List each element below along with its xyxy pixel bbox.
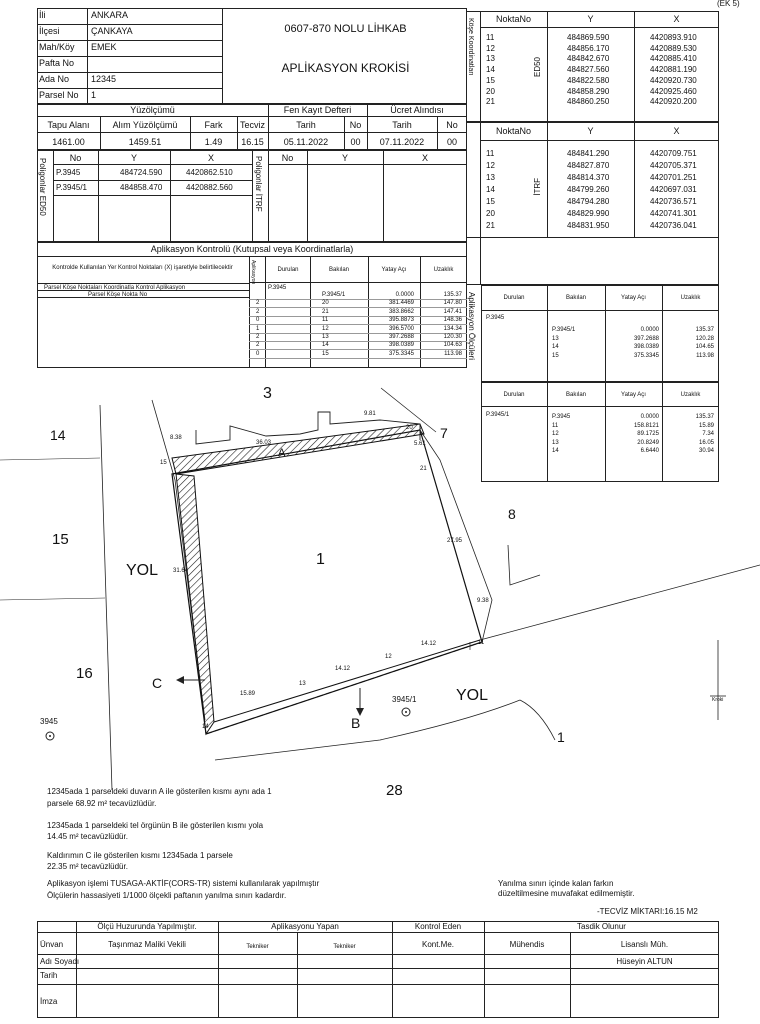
col-alim: Alım Yüzölçümü: [112, 120, 178, 130]
koord-ed50-x: 4420920.730: [650, 75, 697, 85]
col-tecviz: Tecviz: [239, 120, 265, 130]
footer-h1: Ölçü Huzurunda Yapılmıştır.: [97, 922, 197, 931]
val-ucret-no: 00: [446, 137, 457, 147]
poly-itrf-h-x: X: [421, 153, 428, 163]
kontrol-row-yatay: 396.5700: [388, 325, 414, 332]
koord-ed50-x: 4420885.410: [650, 54, 697, 64]
kontrol-row-bakilan: 15: [322, 350, 329, 357]
parcel-label-1: 14: [50, 427, 66, 443]
koord-ed50-y: 484858.290: [567, 86, 610, 96]
olcu-durulan: P.3945: [486, 315, 505, 321]
koord-ed50-y: 484822.580: [567, 75, 610, 85]
note-line-4: Kaldırımın C ile gösterilen kısmı 12345ada 1 parsele: [47, 851, 233, 860]
kontrol-h-uzaklik: Uzaklık: [433, 267, 454, 273]
kontrol-row-bakilan: 12: [322, 325, 329, 332]
koord-itrf-no: 14: [486, 185, 495, 194]
kontrol-row1: Parsel Köşe Noktaları Koordinatla Kontrol Aplikasyon: [44, 285, 186, 291]
note-line-1: parsele 68.92 m² tecavüzlüdür.: [47, 799, 157, 808]
dim-label-3: 8.38: [170, 435, 182, 441]
koord-itrf-y: 484829.990: [567, 209, 610, 218]
poly-itrf-h-no: No: [281, 153, 294, 163]
kontrol-row-uzaklik: 134.34: [443, 325, 462, 332]
right-note-1: Yanılma sınırı içinde kalan farkın: [498, 879, 614, 888]
val-ucret-tarih: 07.11.2022: [379, 137, 425, 147]
kontrol-row-yatay: 383.8662: [388, 308, 414, 315]
kontrol-row-flag: 2: [256, 342, 260, 349]
olcu-h-uzaklik: Uzaklık: [680, 295, 701, 301]
note-line-7: Ölçülerin hassasiyeti 1/1000 ölçekli paftanın yanılma sınırı kadardır.: [47, 891, 287, 900]
val-fen-no: 00: [350, 137, 361, 147]
koord-itrf-x: 4420701.251: [650, 173, 697, 182]
koord-itrf-x: 4420705.371: [650, 161, 697, 170]
kontrol-row-bakilan: P.3945/1: [322, 292, 346, 298]
dim-label-6: 14.12: [421, 641, 437, 647]
poly-row-no: P.3945: [56, 168, 81, 177]
kontrol-note: Kontrolde Kullanılan Yer Kontrol Noktaları (X) işaretlyle belirtilecektir: [52, 265, 233, 271]
val-tapu: 1461.00: [52, 137, 85, 147]
kontrol-row-bakilan: 21: [322, 308, 329, 315]
header-label-4: Ada No: [39, 74, 70, 84]
poly-itrf-label: Poligonlar İTRF: [254, 156, 263, 212]
kontrol-row-bakilan: 20: [322, 300, 329, 307]
note-line-5: 22.35 m² tecavüzlüdür.: [47, 862, 128, 871]
koord-ed50-no: 12: [486, 43, 495, 53]
koord-itrf-no: 12: [486, 161, 495, 170]
kontrol-row-flag: 0: [256, 317, 260, 324]
kontrol-row-uzaklik: 113.98: [444, 350, 462, 357]
olcu-h-bakilan: Bakılan: [565, 295, 586, 301]
dim-label-9: 31.64: [173, 568, 189, 574]
olcu-row-yatay: 0.0000: [640, 327, 659, 333]
note-line-2: 12345ada 1 parseldeki tel örgünün B ile gösterilen kısmı yola: [47, 821, 264, 830]
note-line-0: 12345ada 1 parseldeki duvarın A ile gösterilen kısmı aynı ada 1: [47, 787, 272, 796]
koord-ed50-x: 4420920.200: [650, 97, 697, 107]
header-label-2: Mah/Köy: [39, 42, 75, 52]
koord-itrf-y: 484827.870: [567, 161, 610, 170]
koord-h-no: NoktaNo: [495, 14, 531, 24]
footer-adi: Hüseyin ALTUN: [616, 957, 673, 966]
fen-label: Fen Kayıt Defteri: [283, 105, 352, 115]
koord-ed50-no: 20: [486, 86, 495, 96]
koord-itrf-y: 484831.950: [567, 221, 610, 230]
station-3945-1: 3945/1: [392, 695, 417, 704]
koord-ed50-no: 15: [486, 75, 495, 85]
koord-ed50-y: 484827.560: [567, 65, 610, 75]
olcu-row-bakilan: 15: [552, 352, 559, 359]
encroachment-A: [172, 424, 424, 474]
parcel-label-0: 3: [263, 385, 272, 402]
koord-ed50-y: 484856.170: [567, 43, 610, 53]
footer-row-tarih: Tarih: [40, 971, 58, 980]
olcu-row-bakilan: 13: [552, 439, 559, 446]
kontrol-title: Aplikasyon Kontrolü (Kutupsal veya Koordinatlarla): [150, 244, 354, 254]
poly-row-x: 4420882.560: [186, 183, 233, 192]
kontrol-row-uzaklik: 147.80: [443, 300, 462, 307]
val-fark: 1.49: [204, 137, 223, 147]
kontrol-h-durulan: Durulan: [277, 267, 299, 273]
header-label-1: İlçesi: [39, 26, 60, 36]
koord-ed50-x: 4420893.910: [650, 33, 697, 42]
header-value-2: EMEK: [91, 42, 117, 52]
dim-label-1: 9.81: [364, 411, 376, 417]
footer-unvan-3: Tekniker: [333, 944, 356, 950]
koord-ed50-y: 484869.590: [567, 33, 610, 42]
footer-row-adi: Adı Soyadı: [40, 957, 80, 966]
koord-itrf-no: 21: [486, 221, 495, 230]
olcu-h-yatay: Yatay Açı: [621, 392, 646, 398]
header-label-0: İli: [39, 10, 46, 20]
olcu-row-yatay: 398.0389: [633, 344, 659, 350]
koord-side-label: Köşe Koordinatları: [467, 18, 474, 76]
kontrol-h-bakilan: Bakılan: [328, 267, 349, 273]
ucret-no-h: No: [446, 120, 458, 130]
dim-label-2: 5.61: [414, 441, 426, 447]
kontrol-row-yatay: 0.0000: [395, 292, 414, 298]
koord-ed50-y: 484860.250: [567, 97, 610, 107]
kontrol-row2: Parsel Köşe Nokta No: [88, 292, 148, 298]
footer-row-unvan: Ünvan: [40, 940, 64, 949]
parcel-label-8: 28: [386, 782, 403, 799]
olcu-row-uzaklik: 104.65: [695, 344, 714, 350]
parcel-label-7: 1: [557, 729, 565, 745]
koord-itrf-x: 4420736.571: [650, 197, 697, 206]
fen-no-h: No: [349, 120, 362, 130]
footer-unvan-4: Kont.Me.: [421, 940, 454, 949]
koord-ed50-x: 4420881.190: [650, 65, 697, 75]
footer-h3: Kontrol Eden: [414, 922, 462, 931]
footer-row-imza: İmza: [40, 997, 58, 1006]
olcu-durulan: P.3945/1: [486, 412, 510, 418]
point-label-5: 13: [299, 681, 306, 687]
kontrol-row-flag: 2: [256, 334, 260, 340]
val-tecviz: 16.15: [241, 137, 264, 147]
dim-label-0: 36.03: [256, 440, 272, 446]
olcu-h-bakilan: Bakılan: [565, 392, 586, 398]
koord-ed50-x: 4420925.460: [650, 86, 697, 96]
col-tapu: Tapu Alanı: [47, 120, 90, 130]
poly-h-y: Y: [130, 153, 137, 163]
footer-h2: Aplikasyonu Yapan: [271, 922, 339, 931]
koord-itrf-y: 484814.370: [567, 173, 610, 182]
olcu-row-bakilan: P.3945: [552, 414, 571, 420]
footer-unvan-6: Lisanslı Müh.: [620, 940, 669, 949]
kontrol-row-flag: 2: [256, 308, 260, 315]
letter-C: C: [152, 675, 163, 691]
point-label-0: 15: [160, 460, 167, 466]
kontrol-row-bakilan: 14: [322, 342, 329, 349]
right-note-2: düzeltilmesine muvafakat edilmemiştir.: [498, 889, 635, 898]
kroki-label: Kroki: [712, 697, 724, 703]
koord-itrf-y: 484794.280: [567, 197, 610, 206]
koord-itrf-no: 11: [486, 149, 495, 158]
kontrol-row-uzaklik: 104.63: [443, 342, 462, 349]
kontrol-row-yatay: 398.0389: [388, 342, 414, 349]
kontrol-row-bakilan: 13: [322, 334, 329, 340]
koord-itrf-label: İTRF: [533, 178, 542, 196]
header-value-0: ANKARA: [91, 10, 129, 20]
fen-tarih-h: Tarih: [296, 120, 316, 130]
olcu-row-bakilan: 13: [552, 335, 559, 342]
poly-row-y: 484858.470: [120, 183, 163, 192]
area-section-label: Yüzölçümü: [130, 105, 175, 115]
koord-ed50-no: 11: [486, 33, 495, 42]
kontrol-row-uzaklik: 147.41: [443, 308, 462, 315]
footer-h4: Tasdik Olunur: [577, 922, 626, 931]
station-3945: 3945: [40, 717, 58, 726]
olcu-row-yatay: 89.1725: [637, 431, 659, 437]
kontrol-row-yatay: 375.3345: [388, 350, 414, 357]
koord-itrf-no: 20: [486, 209, 495, 218]
parcel-label-4: 8: [508, 506, 516, 522]
olcu-row-bakilan: 14: [552, 448, 559, 454]
dim-label-8: 15.89: [240, 691, 256, 697]
footer-box: [37, 921, 719, 1018]
tecviz-miktari: -TECVİZ MİKTARI:16.15 M2: [597, 907, 698, 916]
koord-itrf-x: 4420741.301: [650, 209, 697, 218]
koord-h-y: Y: [587, 14, 594, 24]
koord-itrf-x: 4420736.041: [650, 221, 697, 230]
poly-row-no: P.3945/1: [56, 183, 87, 192]
header-value-1: ÇANKAYA: [91, 26, 133, 36]
point-label-3: 11: [478, 640, 485, 646]
koord-itrf-y: 484799.260: [567, 185, 610, 194]
olcu-row-uzaklik: 120.28: [695, 335, 714, 342]
parcel-label-3: 15: [52, 531, 69, 548]
doc-title-lihkab: 0607-870 NOLU LİHKAB: [284, 23, 407, 35]
parcel-label-5: 1: [316, 551, 325, 568]
koord-itrf-h-y: Y: [587, 126, 594, 136]
olcu-row-uzaklik: 113.98: [696, 352, 714, 359]
dim-label-5: 9.38: [477, 598, 489, 604]
poly-h-no: No: [69, 153, 82, 163]
kontrol-side-label: Aplikasyon: [250, 260, 256, 285]
kroki-map: [0, 378, 760, 790]
point-label-1: 20: [406, 425, 413, 431]
point-label-4: 12: [385, 654, 392, 660]
kontrol-row-uzaklik: 135.37: [443, 292, 462, 298]
olcu-row-uzaklik: 15.89: [698, 422, 714, 429]
poly-row-x: 4420862.510: [186, 168, 233, 177]
olcu-h-uzaklik: Uzaklık: [680, 392, 701, 398]
val-fen-tarih: 05.11.2022: [283, 137, 329, 147]
footer-unvan-2: Tekniker: [246, 944, 269, 950]
kontrol-row-flag: 1: [256, 325, 260, 332]
olcu-h-durulan: Durulan: [503, 392, 525, 398]
parcel-label-2: 7: [440, 425, 448, 441]
olcu-row-uzaklik: 135.37: [695, 414, 714, 420]
letter-A: A: [278, 447, 286, 459]
ucret-label: Ücret Alındısı: [390, 105, 444, 115]
val-alim: 1459.51: [128, 137, 162, 147]
point-label-6: 14: [202, 724, 209, 730]
olcu-row-uzaklik: 16.05: [698, 439, 714, 446]
encroachment-C: [176, 474, 214, 734]
olcu-row-yatay: 397.2688: [633, 335, 659, 342]
kontrol-row-flag: 2: [256, 300, 260, 307]
koord-itrf-no: 15: [486, 197, 495, 206]
kontrol-row-uzaklik: 148.36: [443, 317, 462, 324]
kontrol-row-uzaklik: 120.30: [443, 334, 462, 340]
olcu-row-yatay: 158.8121: [633, 422, 659, 429]
road-line: [100, 405, 112, 790]
olcu-row-bakilan: 14: [552, 344, 559, 350]
parcel-label-6: 16: [76, 665, 93, 682]
olcu-row-yatay: 6.6440: [640, 448, 659, 454]
header-label-5: Parsel No: [39, 90, 79, 100]
ek-label: (EK 5): [717, 0, 740, 8]
koord-itrf-h-x: X: [673, 126, 680, 136]
kontrol-row-flag: 0: [256, 350, 260, 357]
road-label-1: YOL: [456, 687, 489, 704]
koord-itrf-y: 484841.290: [567, 149, 610, 158]
koord-ed50-y: 484842.670: [567, 54, 610, 64]
footer-unvan-1: Taşınmaz Maliki Vekili: [108, 940, 186, 949]
road-label-0: YOL: [126, 562, 159, 579]
note-line-3: 14.45 m² tecavüzlüdür.: [47, 832, 128, 841]
kontrol-h-yatay: Yatay Açı: [381, 267, 407, 273]
footer-unvan-5: Mühendis: [509, 940, 545, 949]
olcu-row-bakilan: 12: [552, 431, 559, 437]
koord-itrf-no: 13: [486, 173, 495, 182]
poly-h-x: X: [207, 153, 214, 163]
dim-label-7: 14.12: [335, 666, 351, 672]
header-label-3: Pafta No: [39, 58, 75, 68]
col-fark: Fark: [204, 120, 223, 130]
olcu-row-uzaklik: 135.37: [695, 327, 714, 333]
point-label-2: 21: [420, 466, 427, 472]
kontrol-row-yatay: 381.4469: [388, 300, 414, 307]
olcu-side-label: Aplikasyon Ölçüleri: [467, 292, 476, 361]
olcu-row-bakilan: P.3945/1: [552, 327, 576, 333]
koord-itrf-x: 4420709.751: [650, 149, 697, 158]
olcu-row-yatay: 375.3345: [633, 352, 659, 359]
poly-ed50-label: Poligonlar ED50: [38, 158, 47, 216]
poly-itrf-h-y: Y: [341, 153, 348, 163]
letter-B: B: [351, 715, 361, 731]
poly-row-y: 484724.590: [120, 168, 163, 177]
ucret-tarih-h: Tarih: [392, 120, 412, 130]
olcu-row-uzaklik: 30.94: [698, 448, 714, 454]
kontrol-row-yatay: 397.2688: [388, 334, 414, 340]
koord-itrf-x: 4420697.031: [650, 185, 697, 194]
dim-label-4: 27.95: [447, 538, 463, 544]
koord-ed50-x: 4420889.530: [650, 43, 697, 53]
doc-title-kroki: APLİKASYON KROKİSİ: [281, 61, 410, 75]
kontrol-row-yatay: 395.8873: [388, 317, 414, 324]
koord-ed50-no: 21: [486, 97, 495, 107]
header-value-4: 12345: [91, 74, 117, 84]
kontrol-durulan: P.3945: [268, 285, 287, 291]
koord-ed50-no: 13: [486, 54, 495, 64]
olcu-h-durulan: Durulan: [503, 295, 525, 301]
koord-h-x: X: [673, 14, 680, 24]
olcu-row-bakilan: 11: [552, 422, 559, 429]
note-line-6: Aplikasyon işlemi TUSAGA-AKTİF(CORS-TR) sistemi kullanılarak yapılmıştır: [47, 879, 320, 888]
olcu-row-uzaklik: 7.34: [702, 431, 714, 437]
header-value-5: 1: [91, 90, 97, 100]
koord-ed50-no: 14: [486, 65, 495, 75]
olcu-h-yatay: Yatay Açı: [621, 295, 646, 301]
koord-itrf-h-no: NoktaNo: [495, 126, 531, 136]
olcu-row-yatay: 0.0000: [640, 414, 659, 420]
kontrol-row-bakilan: 11: [322, 317, 329, 324]
olcu-row-yatay: 20.8249: [637, 439, 659, 446]
koord-ed50-label: ED50: [533, 57, 542, 78]
